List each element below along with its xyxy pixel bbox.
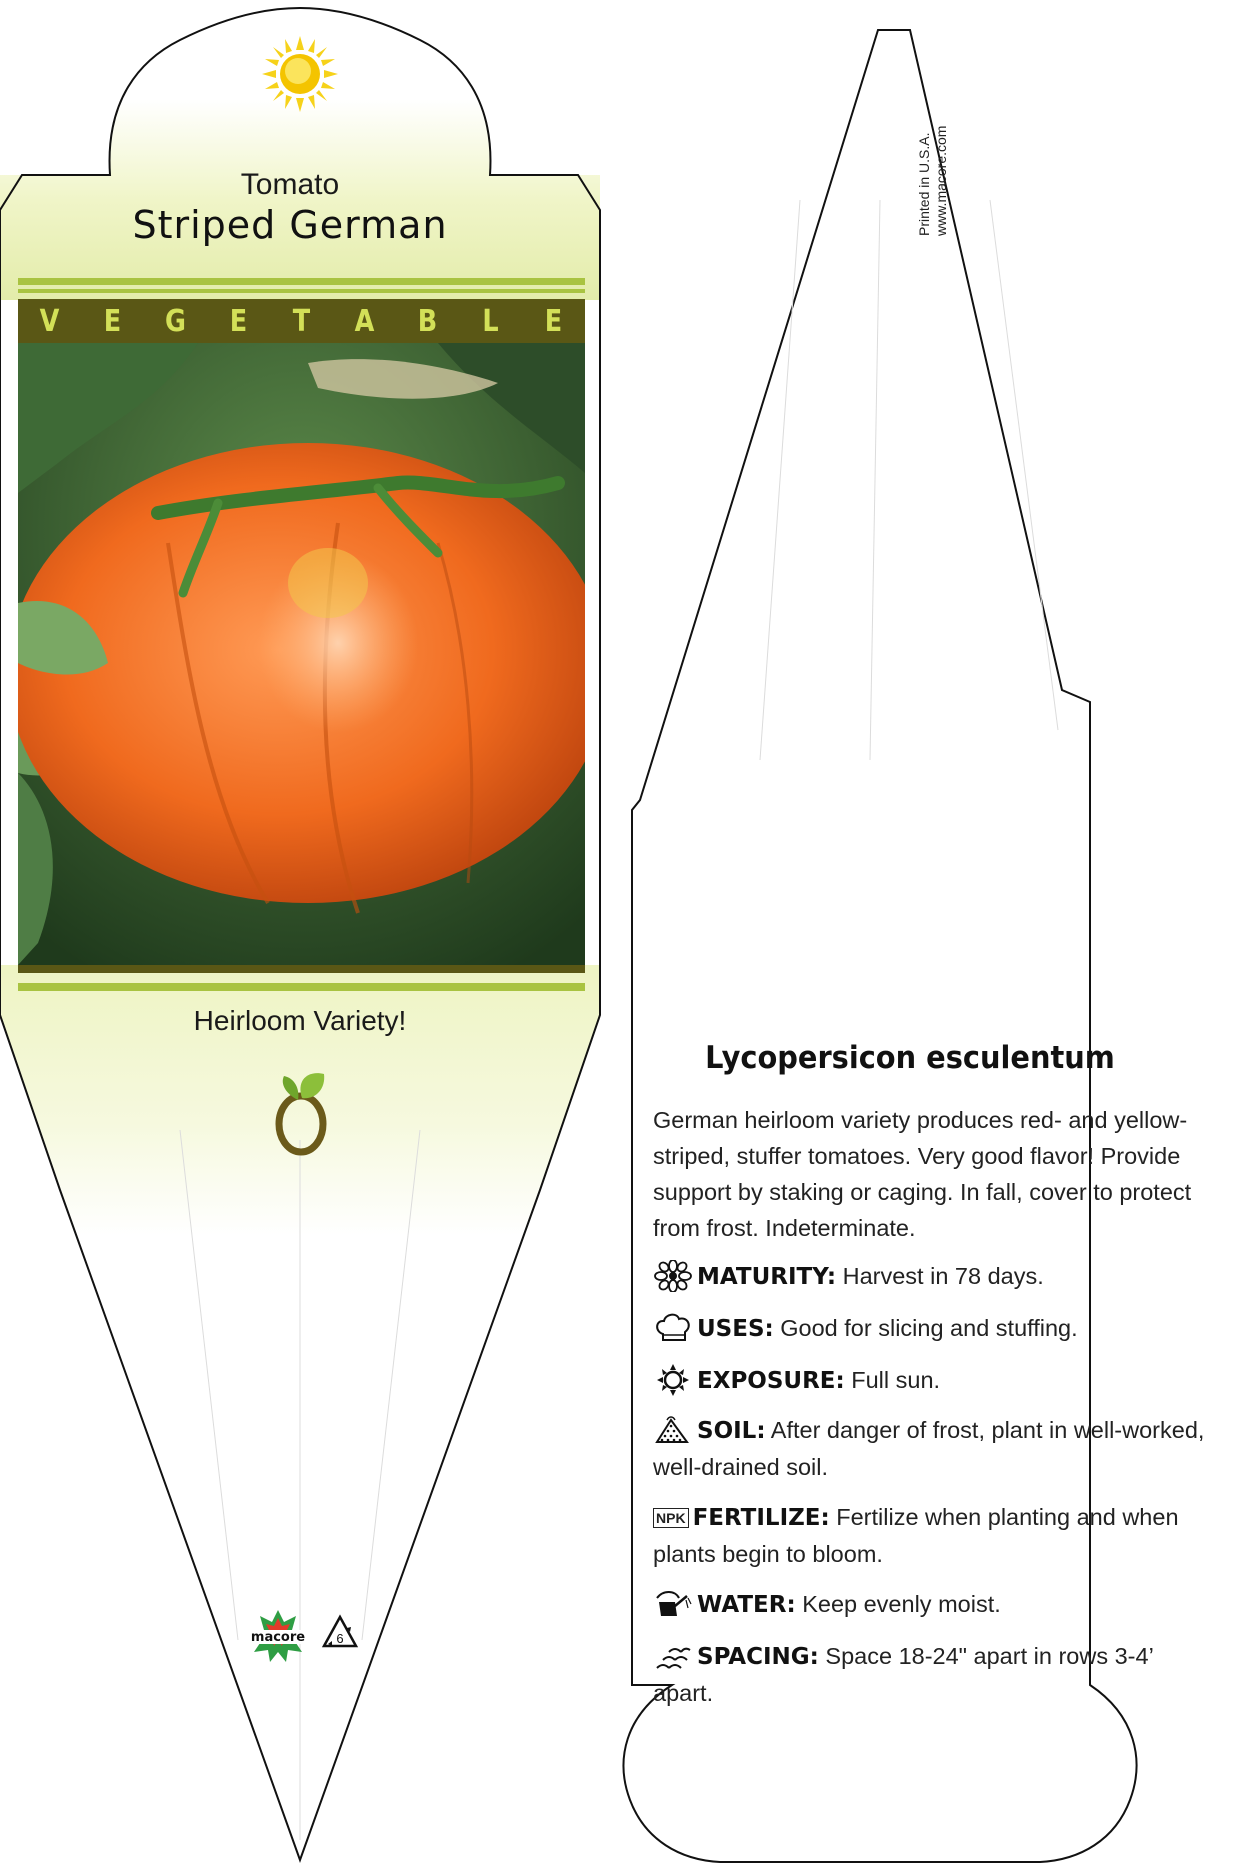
vegetable-band <box>18 299 585 343</box>
accent-stripe <box>18 289 585 293</box>
print-info <box>916 96 950 236</box>
seed-logo-icon <box>268 1068 338 1158</box>
band-letter: T <box>292 303 311 339</box>
website: www.macore.com <box>933 125 949 236</box>
recycle-icon <box>320 1614 360 1652</box>
accent-stripe <box>18 983 585 991</box>
band-letter: A <box>354 303 375 339</box>
detail-row-maturity <box>653 1258 1213 1295</box>
detail-row-uses <box>653 1310 1213 1347</box>
soil-icon <box>653 1414 693 1446</box>
watering-can-icon <box>653 1588 693 1620</box>
band-letter: E <box>229 303 248 339</box>
macore-wordmark: macore <box>250 1630 306 1645</box>
detail-row-water <box>653 1586 1213 1623</box>
npk-icon: NPK <box>653 1508 689 1528</box>
seedlings-icon <box>653 1640 693 1672</box>
band-letter: V <box>39 303 60 339</box>
detail-label: WATER: <box>697 1592 796 1618</box>
photo-bottom-band <box>18 965 585 973</box>
detail-row-exposure <box>653 1362 1213 1399</box>
band-letter: E <box>544 303 563 339</box>
detail-label: FERTILIZE: <box>692 1505 830 1531</box>
sun-logo-icon <box>262 36 338 112</box>
tagline: Heirloom Variety! <box>193 1005 407 1036</box>
detail-row-soil <box>653 1412 1213 1485</box>
band-letter: L <box>482 303 499 339</box>
plant-category: Tomato <box>240 168 340 201</box>
plant-description: German heirloom variety produces red- and yellow-striped, stuffer tomatoes. Very good flavor! Provide support by staking or caging. In fall, cover to protect from frost. Indeterminate. <box>653 1107 1192 1241</box>
detail-label: MATURITY: <box>697 1264 837 1290</box>
recycle-number: 6 <box>336 1631 344 1646</box>
tomato-photo <box>18 343 585 965</box>
sun-icon <box>653 1364 693 1396</box>
detail-text: Fertilize when planting and when plants begin to bloom. <box>653 1504 1179 1567</box>
detail-text: Good for slicing and stuffing. <box>780 1315 1078 1341</box>
detail-text: Harvest in 78 days. <box>842 1263 1044 1289</box>
macore-logo-icon <box>246 1608 310 1664</box>
chef-hat-icon <box>653 1312 693 1344</box>
flower-icon <box>653 1260 693 1292</box>
detail-label: USES: <box>697 1316 774 1342</box>
detail-text: Full sun. <box>851 1367 941 1393</box>
band-letter: G <box>165 303 186 339</box>
band-letter: E <box>103 303 122 339</box>
band-letter: B <box>417 303 438 339</box>
variety-title: Striped German <box>132 203 448 247</box>
detail-row-spacing <box>653 1638 1213 1711</box>
detail-label: SPACING: <box>697 1644 819 1670</box>
botanical-name: Lycopersicon esculentum <box>705 1040 1115 1076</box>
printed-in: Printed in U.S.A. <box>916 132 932 236</box>
detail-text: After danger of frost, plant in well-worked, well-drained soil. <box>653 1417 1205 1480</box>
detail-row-fertilize <box>653 1499 1213 1572</box>
detail-label: EXPOSURE: <box>697 1368 845 1394</box>
detail-text: Keep evenly moist. <box>802 1591 1001 1617</box>
detail-label: SOIL: <box>697 1418 766 1444</box>
accent-stripe <box>18 278 585 285</box>
detail-text: Space 18-24" apart in rows 3-4’ apart. <box>653 1643 1153 1706</box>
